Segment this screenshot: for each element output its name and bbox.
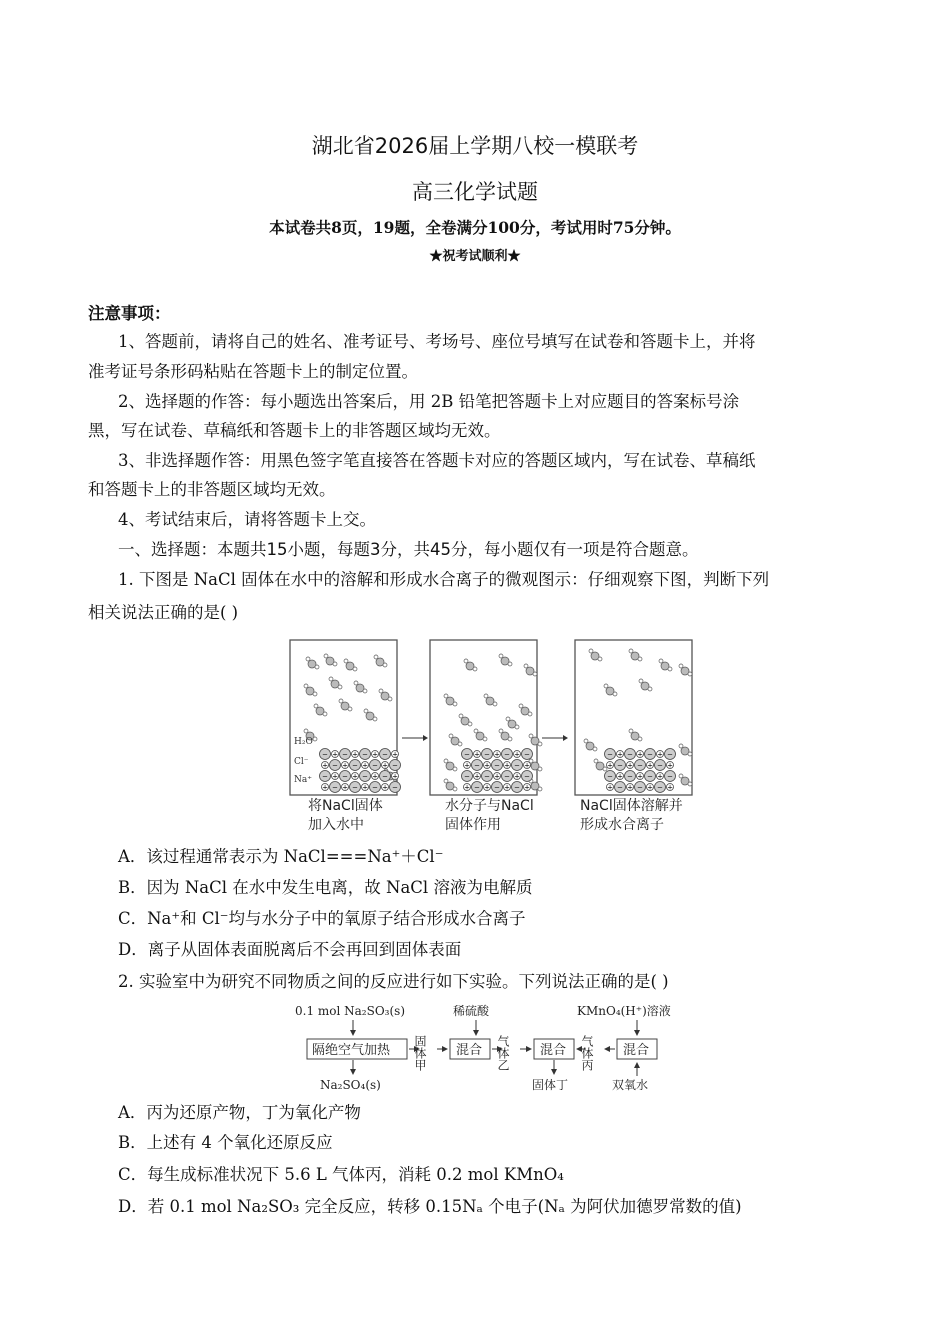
svg-text:−: −: [332, 761, 338, 770]
chloride-ion-icon: [625, 771, 636, 782]
chloride-ion-icon: [350, 760, 361, 771]
svg-text:+: +: [322, 783, 328, 792]
na2so4-product: Na₂SO₄(s): [320, 1078, 381, 1092]
sodium-ion-icon: [607, 784, 614, 792]
svg-text:+: +: [362, 761, 368, 770]
q1-option-a: A．该过程通常表示为 NaCl===Na⁺＋Cl⁻: [118, 847, 444, 866]
svg-text:−: −: [464, 772, 470, 781]
sodium-ion-icon: [647, 762, 654, 770]
q2-stem: 2. 实验室中为研究不同物质之间的反应进行如下实验。下列说法正确的是( ): [118, 972, 669, 991]
svg-text:+: +: [362, 783, 368, 792]
svg-text:−: −: [514, 761, 520, 770]
sodium-ion-icon: [362, 762, 369, 770]
sodium-ion-icon: [607, 762, 614, 770]
solid-jia: 固体甲: [413, 1035, 427, 1071]
svg-text:−: −: [464, 750, 470, 759]
reaction-flow-diagram: [290, 998, 710, 1098]
note-1-line-2: 准考证号条形码粘贴在答题卡上的制定位置。: [88, 362, 418, 381]
chloride-ion-icon: [502, 771, 513, 782]
svg-text:−: −: [382, 750, 388, 759]
q1-stem-line-1: 1. 下图是 NaCl 固体在水中的溶解和形成水合离子的微观图示：仔细观察下图，判断下列: [118, 570, 770, 589]
sodium-ion-icon: [342, 784, 349, 792]
note-3-line-2: 和答题卡上的非答题区域均无效。: [88, 480, 336, 499]
sodium-ion-icon: [484, 784, 491, 792]
chloride-ion-icon: [370, 760, 381, 771]
chloride-ion-icon: [605, 771, 616, 782]
chloride-ion-icon: [615, 760, 626, 771]
sodium-ion-icon: [484, 762, 491, 770]
svg-text:+: +: [637, 750, 643, 759]
sodium-ion-icon: [617, 751, 624, 759]
svg-text:−: −: [637, 783, 643, 792]
svg-text:+: +: [657, 750, 663, 759]
chloride-ion-icon: [522, 749, 533, 760]
svg-text:+: +: [494, 772, 500, 781]
chloride-ion-icon: [320, 771, 331, 782]
na-label: Na⁺: [294, 775, 312, 785]
svg-text:+: +: [382, 783, 388, 792]
svg-text:−: −: [474, 761, 480, 770]
svg-text:−: −: [617, 783, 623, 792]
h2o-label: H₂O: [294, 737, 313, 747]
svg-text:+: +: [484, 761, 490, 770]
svg-text:−: −: [524, 772, 530, 781]
exam-subtitle: 高三化学试题: [412, 180, 538, 204]
chloride-ion-icon: [615, 782, 626, 793]
sodium-ion-icon: [474, 751, 481, 759]
svg-text:+: +: [474, 772, 480, 781]
svg-text:+: +: [647, 783, 653, 792]
sodium-ion-icon: [372, 773, 379, 781]
note-3-line-1: 3、非选择题作答：用黑色签字笔直接答在答题卡对应的答题区域内，写在试卷、草稿纸: [118, 451, 756, 470]
svg-text:−: −: [494, 761, 500, 770]
sodium-ion-icon: [474, 773, 481, 781]
svg-text:−: −: [322, 750, 328, 759]
svg-text:+: +: [617, 750, 623, 759]
arrow-2: [542, 735, 568, 741]
sodium-ion-icon: [332, 773, 339, 781]
svg-text:+: +: [352, 772, 358, 781]
svg-text:−: −: [637, 761, 643, 770]
svg-text:+: +: [464, 761, 470, 770]
sodium-ion-icon: [362, 784, 369, 792]
sodium-ion-icon: [657, 751, 664, 759]
svg-text:+: +: [657, 772, 663, 781]
chloride-ion-icon: [605, 749, 616, 760]
cl-label: Cl⁻: [294, 757, 309, 767]
chloride-ion-icon: [665, 749, 676, 760]
svg-text:+: +: [342, 783, 348, 792]
q1-option-d: D．离子从固体表面脱离后不会再回到固体表面: [118, 940, 462, 959]
chloride-ion-icon: [330, 782, 341, 793]
note-2-line-1: 2、选择题的作答：每小题选出答案后，用 2B 铅笔把答题卡上对应题目的答案标号涂: [118, 392, 740, 411]
mix-box-1-label: 混合: [456, 1043, 483, 1058]
sodium-ion-icon: [392, 773, 399, 781]
good-luck-wish: ★祝考试顺利★: [429, 249, 521, 264]
svg-text:+: +: [352, 750, 358, 759]
svg-text:−: −: [352, 783, 358, 792]
chloride-ion-icon: [645, 771, 656, 782]
sodium-ion-icon: [647, 784, 654, 792]
svg-text:−: −: [372, 761, 378, 770]
chloride-ion-icon: [482, 749, 493, 760]
chloride-ion-icon: [655, 760, 666, 771]
svg-text:+: +: [524, 761, 530, 770]
svg-text:+: +: [637, 772, 643, 781]
note-1-line-1: 1、答题前，请将自己的姓名、准考证号、考场号、座位号填写在试卷和答题卡上，并将: [118, 332, 756, 351]
sodium-ion-icon: [524, 784, 531, 792]
sodium-ion-icon: [322, 762, 329, 770]
kmno4-solution: KMnO₄(H⁺)溶液: [577, 1004, 671, 1018]
svg-text:+: +: [332, 750, 338, 759]
chloride-ion-icon: [635, 782, 646, 793]
chloride-ion-icon: [625, 749, 636, 760]
sodium-ion-icon: [617, 773, 624, 781]
sodium-ion-icon: [392, 751, 399, 759]
svg-text:−: −: [667, 772, 673, 781]
svg-text:−: −: [382, 772, 388, 781]
sodium-ion-icon: [504, 762, 511, 770]
sodium-ion-icon: [342, 762, 349, 770]
chloride-ion-icon: [502, 749, 513, 760]
chloride-ion-icon: [655, 782, 666, 793]
svg-text:−: −: [362, 750, 368, 759]
chloride-ion-icon: [665, 771, 676, 782]
chloride-ion-icon: [645, 749, 656, 760]
svg-text:+: +: [607, 761, 613, 770]
svg-text:+: +: [667, 783, 673, 792]
svg-text:+: +: [332, 772, 338, 781]
chloride-ion-icon: [462, 771, 473, 782]
svg-text:−: −: [392, 783, 398, 792]
svg-text:−: −: [322, 772, 328, 781]
svg-text:+: +: [372, 772, 378, 781]
chloride-ion-icon: [340, 771, 351, 782]
nacl-dissolution-figure: [285, 636, 700, 801]
chloride-ion-icon: [472, 782, 483, 793]
sodium-ion-icon: [667, 762, 674, 770]
sodium-ion-icon: [504, 784, 511, 792]
chloride-ion-icon: [390, 760, 401, 771]
svg-text:−: −: [484, 750, 490, 759]
caption-3: NaCl固体溶解并 形成水合离子: [580, 798, 683, 833]
caption-2: 水分子与NaCl 固体作用: [445, 798, 534, 833]
svg-text:+: +: [342, 761, 348, 770]
sodium-ion-icon: [514, 773, 521, 781]
mix-box-2-label: 混合: [540, 1043, 567, 1058]
sodium-ion-icon: [657, 773, 664, 781]
svg-text:+: +: [474, 750, 480, 759]
q1-option-c: C．Na⁺和 Cl⁻均与水分子中的氧原子结合形成水合离子: [118, 909, 526, 928]
sodium-ion-icon: [332, 751, 339, 759]
sodium-ion-icon: [322, 784, 329, 792]
sodium-ion-icon: [352, 751, 359, 759]
chloride-ion-icon: [390, 782, 401, 793]
svg-text:+: +: [504, 783, 510, 792]
sodium-ion-icon: [464, 762, 471, 770]
chloride-ion-icon: [522, 771, 533, 782]
note-4: 4、考试结束后，请将答题卡上交。: [118, 510, 376, 529]
chloride-ion-icon: [512, 782, 523, 793]
svg-text:+: +: [494, 750, 500, 759]
chloride-ion-icon: [380, 749, 391, 760]
dilute-sulfuric-acid: 稀硫酸: [453, 1004, 490, 1018]
svg-text:+: +: [392, 772, 398, 781]
solid-ding: 固体丁: [532, 1078, 569, 1092]
exam-info: 本试卷共8页，19题，全卷满分100分，考试用时75分钟。: [269, 218, 681, 237]
svg-text:−: −: [667, 750, 673, 759]
caption-1: 将NaCl固体 加入水中: [308, 798, 383, 833]
chloride-ion-icon: [340, 749, 351, 760]
svg-text:−: −: [524, 750, 530, 759]
chloride-ion-icon: [635, 760, 646, 771]
sodium-ion-icon: [494, 773, 501, 781]
sodium-ion-icon: [382, 762, 389, 770]
notes-heading: 注意事项：: [88, 304, 171, 323]
sodium-ion-icon: [667, 784, 674, 792]
chloride-ion-icon: [482, 771, 493, 782]
q2-option-b: B．上述有 4 个氧化还原反应: [118, 1133, 333, 1152]
svg-text:+: +: [382, 761, 388, 770]
svg-text:+: +: [464, 783, 470, 792]
svg-text:−: −: [627, 750, 633, 759]
section-text: 本题共15小题，每题3分，共45分，每小题仅有一项是符合题意。: [217, 540, 699, 559]
sodium-ion-icon: [494, 751, 501, 759]
chloride-ion-icon: [380, 771, 391, 782]
sodium-ion-icon: [464, 784, 471, 792]
svg-text:−: −: [504, 750, 510, 759]
section-prefix: 一、选择题：: [118, 540, 217, 559]
svg-text:−: −: [657, 761, 663, 770]
sodium-ion-icon: [637, 773, 644, 781]
chloride-ion-icon: [330, 760, 341, 771]
svg-text:−: −: [392, 761, 398, 770]
exam-title: 湖北省2026届上学期八校一模联考: [311, 134, 639, 158]
svg-text:−: −: [647, 750, 653, 759]
q2-option-a: A．丙为还原产物，丁为氧化产物: [118, 1103, 361, 1122]
chloride-ion-icon: [360, 771, 371, 782]
svg-text:−: −: [484, 772, 490, 781]
gas-bing: 气体丙: [580, 1035, 594, 1071]
hydrogen-peroxide: 双氧水: [612, 1078, 649, 1092]
svg-text:−: −: [504, 772, 510, 781]
svg-text:−: −: [627, 772, 633, 781]
chloride-ion-icon: [370, 782, 381, 793]
svg-text:−: −: [494, 783, 500, 792]
q1-option-b: B．因为 NaCl 在水中发生电离，故 NaCl 溶液为电解质: [118, 878, 533, 897]
sodium-ion-icon: [627, 762, 634, 770]
svg-text:−: −: [474, 783, 480, 792]
svg-text:+: +: [647, 761, 653, 770]
chloride-ion-icon: [492, 782, 503, 793]
svg-text:−: −: [647, 772, 653, 781]
chloride-ion-icon: [320, 749, 331, 760]
svg-text:−: −: [514, 783, 520, 792]
q2-option-d: D．若 0.1 mol Na₂SO₃ 完全反应，转移 0.15Nₐ 个电子(Nₐ 为阿伏加德罗常数的值): [118, 1197, 742, 1216]
svg-text:−: −: [607, 750, 613, 759]
svg-text:−: −: [342, 772, 348, 781]
sodium-ion-icon: [352, 773, 359, 781]
chloride-ion-icon: [360, 749, 371, 760]
mix-box-3-label: 混合: [623, 1043, 650, 1058]
svg-text:+: +: [627, 761, 633, 770]
svg-text:+: +: [322, 761, 328, 770]
sodium-ion-icon: [514, 751, 521, 759]
svg-text:−: −: [352, 761, 358, 770]
svg-text:−: −: [607, 772, 613, 781]
section-heading: [118, 540, 699, 560]
sodium-ion-icon: [524, 762, 531, 770]
sodium-ion-icon: [382, 784, 389, 792]
svg-text:−: −: [372, 783, 378, 792]
svg-text:+: +: [372, 750, 378, 759]
chloride-ion-icon: [462, 749, 473, 760]
svg-text:+: +: [392, 750, 398, 759]
sodium-ion-icon: [637, 751, 644, 759]
svg-text:−: −: [617, 761, 623, 770]
heat-box-label: 隔绝空气加热: [312, 1043, 391, 1058]
q1-stem-line-2: 相关说法正确的是( ): [88, 603, 239, 622]
svg-text:+: +: [484, 783, 490, 792]
sodium-ion-icon: [372, 751, 379, 759]
svg-text:+: +: [667, 761, 673, 770]
svg-text:+: +: [627, 783, 633, 792]
gas-yi: 气体乙: [496, 1035, 510, 1071]
chloride-ion-icon: [492, 760, 503, 771]
svg-text:+: +: [514, 772, 520, 781]
chloride-ion-icon: [472, 760, 483, 771]
svg-text:+: +: [607, 783, 613, 792]
svg-text:−: −: [342, 750, 348, 759]
arrow-1: [402, 735, 428, 741]
svg-text:+: +: [617, 772, 623, 781]
svg-text:+: +: [524, 783, 530, 792]
chloride-ion-icon: [512, 760, 523, 771]
sodium-ion-icon: [627, 784, 634, 792]
svg-text:+: +: [514, 750, 520, 759]
chloride-ion-icon: [350, 782, 361, 793]
start-reagent: 0.1 mol Na₂SO₃(s): [295, 1004, 406, 1018]
svg-text:+: +: [504, 761, 510, 770]
svg-text:−: −: [362, 772, 368, 781]
q2-option-c: C．每生成标准状况下 5.6 L 气体丙，消耗 0.2 mol KMnO₄: [118, 1165, 564, 1184]
svg-text:−: −: [657, 783, 663, 792]
svg-text:−: −: [332, 783, 338, 792]
note-2-line-2: 黑，写在试卷、草稿纸和答题卡上的非答题区域均无效。: [88, 421, 501, 440]
